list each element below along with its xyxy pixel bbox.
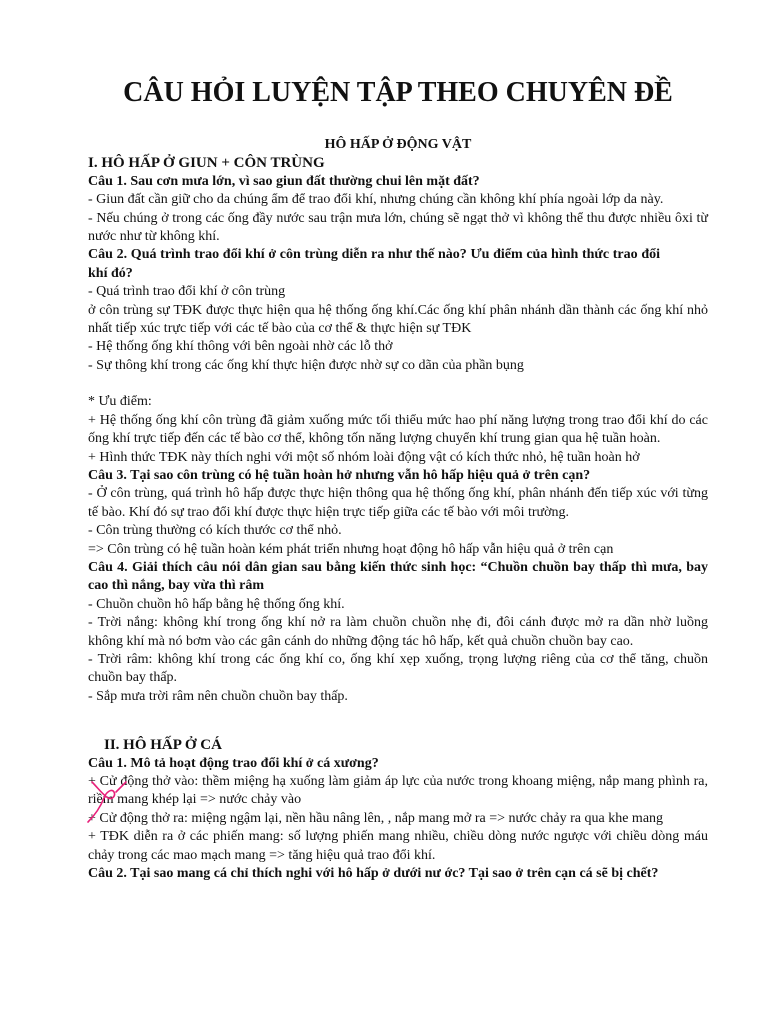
spacer: [88, 706, 708, 736]
document-subtitle: HÔ HẤP Ở ĐỘNG VẬT: [324, 137, 472, 152]
section-1: [88, 154, 708, 706]
answer-line: - Quá trình trao đổi khí ở côn trùng: [88, 284, 286, 300]
answer-line: + Hệ thống ống khí côn trùng đã giảm xuống mức tối thiểu mức hao phí năng lượng trong trao đổi khí do các ống khí trực tiếp đến các tế bào cơ thể, không tốn năng lượng chuyển khí trung gian qua hệ tuần hoàn.: [88, 412, 708, 447]
question-2: Câu 2. Tại sao mang cá chỉ thích nghi với hô hấp ở dưới nư ớc? Tại sao ở trên cạn cá sẽ bị chết?: [88, 866, 659, 882]
answer-line: + Cử động thở ra: miệng ngậm lại, nền hầu nâng lên, , nắp mang mở ra => nước chảy ra qua khe mang: [88, 810, 664, 826]
answer-line: - Sự thông khí trong các ống khí thực hiện được nhờ sự co dãn của phần bụng: [88, 357, 524, 373]
question-3: Câu 3. Tại sao côn trùng có hệ tuần hoàn hở nhưng vẫn hô hấp hiệu quả ở trên cạn?: [88, 467, 591, 483]
answer-line: - Sắp mưa trời râm nên chuồn chuồn bay thấp.: [88, 688, 348, 704]
answer-line: - Giun đất cần giữ cho da chúng ẩm để trao đổi khí, nhưng chúng cần không khí phía ngoài lớp da này.: [88, 192, 664, 208]
document-page: [88, 77, 708, 883]
section-2: [88, 736, 708, 883]
answer-line: + TĐK diễn ra ở các phiến mang: số lượng phiến mang nhiều, chiều dòng nước ngược với chiều dòng máu chảy trong các mao mạch mang => tăng hiệu quả trao đổi khí.: [88, 829, 708, 863]
document-title: CÂU HỎI LUYỆN TẬP THEO CHUYÊN ĐỀ: [123, 77, 673, 108]
spacer: [88, 375, 708, 393]
answer-line: - Chuồn chuồn hô hấp bằng hệ thống ống khí.: [88, 596, 345, 612]
question-2: Câu 2. Quá trình trao đổi khí ở côn trùng diễn ra như thế nào? Ưu điểm của hình thức trao đổi khí đó?: [88, 247, 660, 281]
answer-line: - Côn trùng thường có kích thước cơ thể nhỏ.: [88, 523, 342, 539]
answer-line: - Ở côn trùng, quá trình hô hấp được thực hiện thông qua hệ thống ống khí, phân nhánh đến tiếp xúc với từng tế bào. Khí đó sự trao đổi khí được thực hiện trực tiếp giữa các tế bào với môi trường.: [88, 486, 708, 520]
answer-line: + Hình thức TĐK này thích nghi với một số nhóm loài động vật có kích thức nhỏ, hệ tuần hoàn hở: [88, 449, 640, 465]
advantage-label: * Ưu điểm:: [88, 394, 152, 410]
answer-line: - Trời nắng: không khí trong ống khí nở ra làm chuồn chuồn nhẹ đi, đôi cánh được mở ra dần nhờ luồng không khí mà nó bơm vào các gân cánh do những động tác hô hấp, kết quả chuồn chuồn bay cao.: [88, 615, 708, 649]
answer-line: + Cử động thở vào: thềm miệng hạ xuống làm giảm áp lực của nước trong khoang miệng, nắp mang phình ra, riềm mang khép lại => nước chảy vào: [88, 774, 708, 808]
question-4: Câu 4. Giải thích câu nói dân gian sau bằng kiến thức sinh học: “Chuồn chuồn bay thấp thì mưa, bay cao thì nắng, bay vừa thì râm: [88, 559, 708, 594]
answer-line: - Hệ thống ống khí thông với bên ngoài nhờ các lỗ thở: [88, 339, 393, 355]
answer-line: => Côn trùng có hệ tuần hoàn kém phát triển nhưng hoạt động hô hấp vẫn hiệu quả ở trên cạn: [88, 541, 614, 557]
question-1: Câu 1. Mô tả hoạt động trao đổi khí ở cá xương?: [88, 755, 379, 771]
section-heading: I. HÔ HẤP Ở GIUN + CÔN TRÙNG: [88, 155, 325, 172]
answer-line: - Nếu chúng ở trong các ống đầy nước sau trận mưa lớn, chúng sẽ ngạt thở vì không thể thu được nhiều ôxi từ nước như từ không khí.: [88, 210, 708, 245]
section-heading: II. HÔ HẤP Ở CÁ: [104, 737, 222, 754]
answer-line: - Trời râm: không khí trong các ống khí co, ống khí xẹp xuống, trọng lượng riêng của cơ thể tăng, chuồn chuồn bay thấp.: [88, 651, 708, 686]
answer-line: ở côn trùng sự TĐK được thực hiện qua hệ thống ống khí.Các ống khí phân nhánh dần thành các ống khí nhỏ nhất tiếp xúc trực tiếp với các tế bào của cơ thể & thực hiện sự TĐK: [88, 302, 708, 337]
question-1: Câu 1. Sau cơn mưa lớn, vì sao giun đất thường chui lên mặt đất?: [88, 173, 480, 189]
